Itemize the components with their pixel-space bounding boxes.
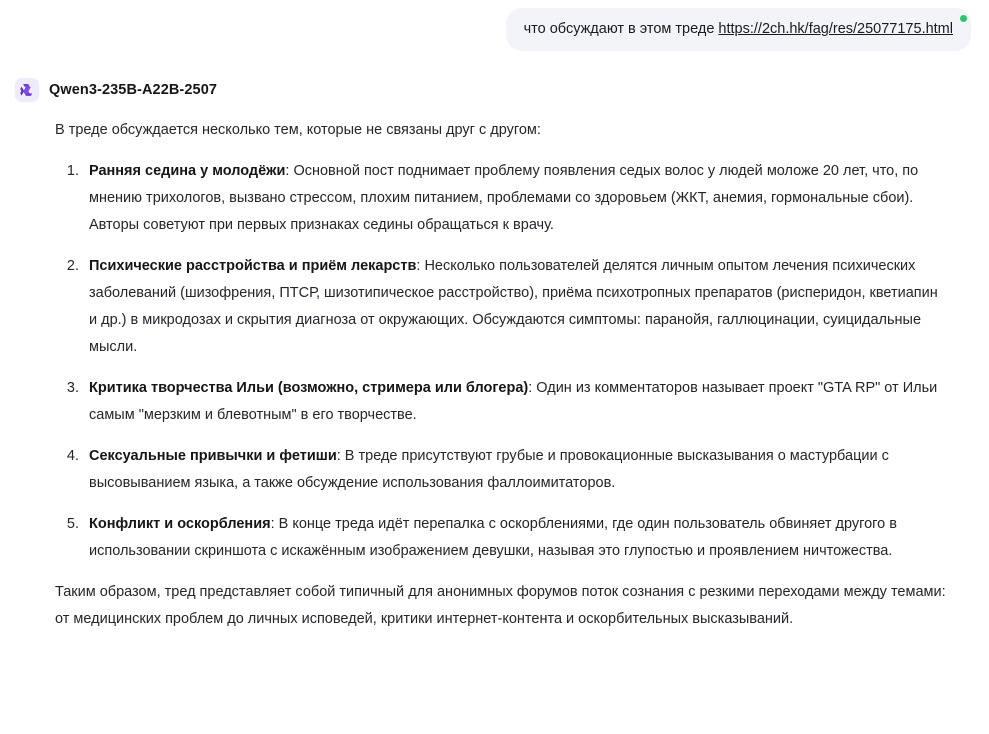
topic-text: : В конце треда идёт перепалка с оскорблениями, где один пользователь обвиняет другого в использовании скриншота с искажённым изображением девушки, называя это глупостью и проявлением ничтожества. [89, 516, 897, 559]
qwen-logo-icon [14, 77, 40, 103]
assistant-conclusion: Таким образом, тред представляет собой типичный для анонимных форумов поток сознания с резкими переходами между темами: от медицинских проблем до личных исповедей, критики интернет-контента и оскорбительных высказываний. [55, 584, 946, 627]
topic-text: : Несколько пользователей делятся личным опытом лечения психических заболеваний (шизофрения, ПТСР, шизотипическое расстройство), приёма психотропных препаратов (рисперидон, кветиапин и др.) в микродозах и скрытия диагноза от окружающих. Обсуждаются симптомы: паранойя, галлюцинации, суицидальные мысли. [89, 258, 938, 355]
topics-list [55, 158, 949, 565]
model-name-label: Qwen3-235B-A22B-2507 [49, 82, 218, 98]
thread-link[interactable]: https://2ch.hk/fag/res/25077175.html [718, 21, 953, 37]
topic-term: Критика творчества Ильи (возможно, стримера или блогера) [89, 380, 529, 396]
user-message-row [0, 0, 989, 51]
topic-term: Сексуальные привычки и фетиши [89, 448, 337, 464]
assistant-message [0, 51, 989, 633]
topic-text: : Основной пост поднимает проблему появления седых волос у людей моложе 20 лет, что, по мнению трихологов, вызвано стрессом, плохим питанием, проблемами со здоровьем (ЖКТ, анемия, гормональные сбои). Авторы советуют при первых признаках седины обращаться к врачу. [89, 163, 919, 233]
topic-text: : Один из комментаторов называет проект "GTA RP" от Ильи самым "мерзким и блевотным" в его творчестве. [89, 380, 938, 423]
online-dot-icon [960, 15, 967, 22]
assistant-intro: В треде обсуждается несколько тем, которые не связаны друг с другом: [55, 122, 541, 138]
topic-term: Психические расстройства и приём лекарств [89, 258, 417, 274]
user-message-bubble [506, 8, 971, 51]
user-message-text: что обсуждают в этом треде [523, 21, 719, 37]
list-item [83, 443, 949, 497]
topic-text: : В треде присутствуют грубые и провокационные высказывания о мастурбации с высовыванием языка, а также обсуждение использования фаллоимитаторов. [89, 448, 889, 491]
list-item [83, 253, 949, 361]
topic-term: Конфликт и оскорбления [89, 516, 271, 532]
list-item [83, 158, 949, 239]
topic-term: Ранняя седина у молодёжи [89, 163, 286, 179]
assistant-body [14, 117, 969, 633]
assistant-header [14, 77, 969, 103]
list-item [83, 375, 949, 429]
list-item [83, 511, 949, 565]
